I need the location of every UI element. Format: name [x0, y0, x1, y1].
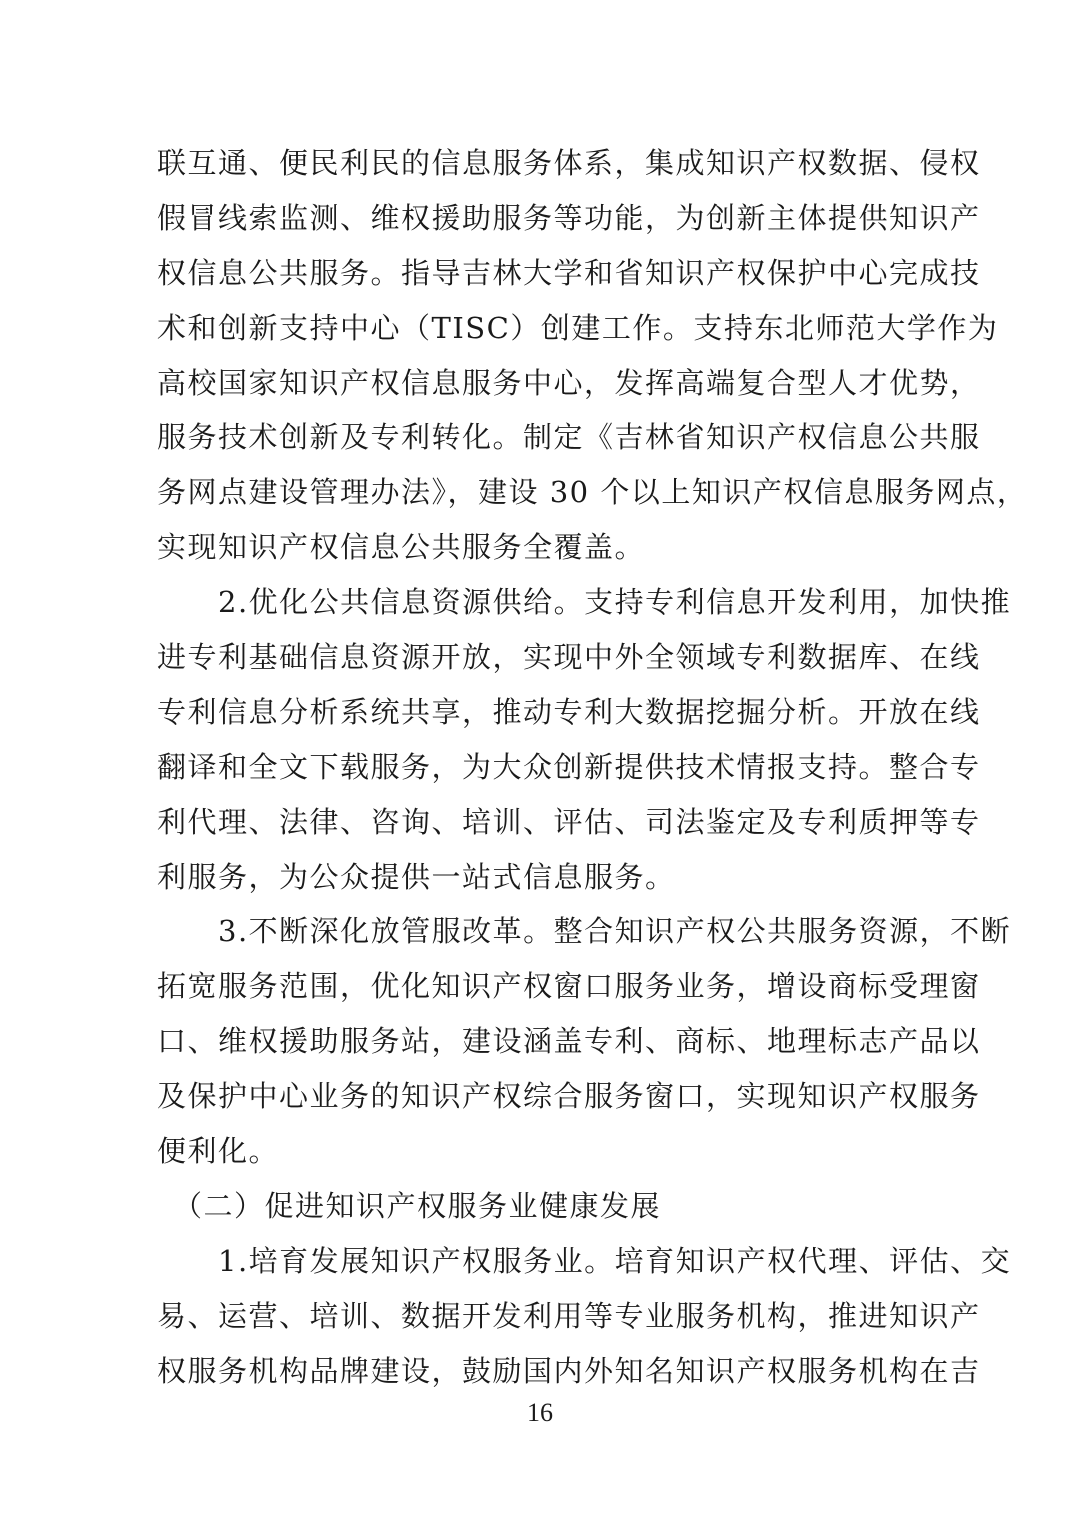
text-line: 便利化。: [157, 1134, 280, 1169]
page-number: 16: [527, 1398, 553, 1427]
text-line: 易、运营、培训、数据开发利用等专业服务机构，推进知识产: [157, 1298, 981, 1333]
text-line: 实现知识产权信息公共服务全覆盖。: [157, 530, 646, 565]
text-line: 权信息公共服务。指导吉林大学和省知识产权保护中心完成技: [157, 255, 981, 290]
text-line: 术和创新支持中心（TISC）创建工作。支持东北师范大学作为: [157, 310, 999, 345]
text-line: 权服务机构品牌建设，鼓励国内外知名知识产权服务机构在吉: [157, 1353, 981, 1388]
text-line: 拓宽服务范围，优化知识产权窗口服务业务，增设商标受理窗: [157, 969, 981, 1004]
text-line: 口、维权援助服务站，建设涵盖专利、商标、地理标志产品以: [157, 1024, 981, 1059]
text-line: 务网点建设管理办法》，建设 30 个以上知识产权信息服务网点，: [157, 475, 1028, 510]
text-line: 专利信息分析系统共享，推动专利大数据挖掘分析。开放在线: [157, 694, 981, 729]
text-line: 1.培育发展知识产权服务业。培育知识产权代理、评估、交: [157, 1243, 1012, 1278]
text-line: 假冒线索监测、维权援助服务等功能，为创新主体提供知识产: [157, 200, 981, 235]
text-line: 进专利基础信息资源开放，实现中外全领域专利数据库、在线: [157, 640, 981, 675]
text-line: 高校国家知识产权信息服务中心，发挥高端复合型人才优势，: [157, 365, 981, 400]
text-line: 及保护中心业务的知识产权综合服务窗口，实现知识产权服务: [157, 1079, 981, 1114]
body-text: [157, 136, 1028, 1398]
text-line: 3.不断深化放管服改革。整合知识产权公共服务资源，不断: [157, 914, 1012, 949]
text-line: 利代理、法律、咨询、培训、评估、司法鉴定及专利质押等专: [157, 804, 981, 839]
text-line: 2.优化公共信息资源供给。支持专利信息开发利用，加快推: [157, 585, 1012, 620]
text-line: 翻译和全文下载服务，为大众创新提供技术情报支持。整合专: [157, 749, 981, 784]
section-heading: （二）促进知识产权服务业健康发展: [157, 1188, 662, 1223]
text-line: 服务技术创新及专利转化。制定《吉林省知识产权信息公共服: [157, 420, 981, 455]
text-line: 利服务，为公众提供一站式信息服务。: [157, 859, 676, 894]
text-line: 联互通、便民利民的信息服务体系，集成知识产权数据、侵权: [157, 146, 981, 180]
